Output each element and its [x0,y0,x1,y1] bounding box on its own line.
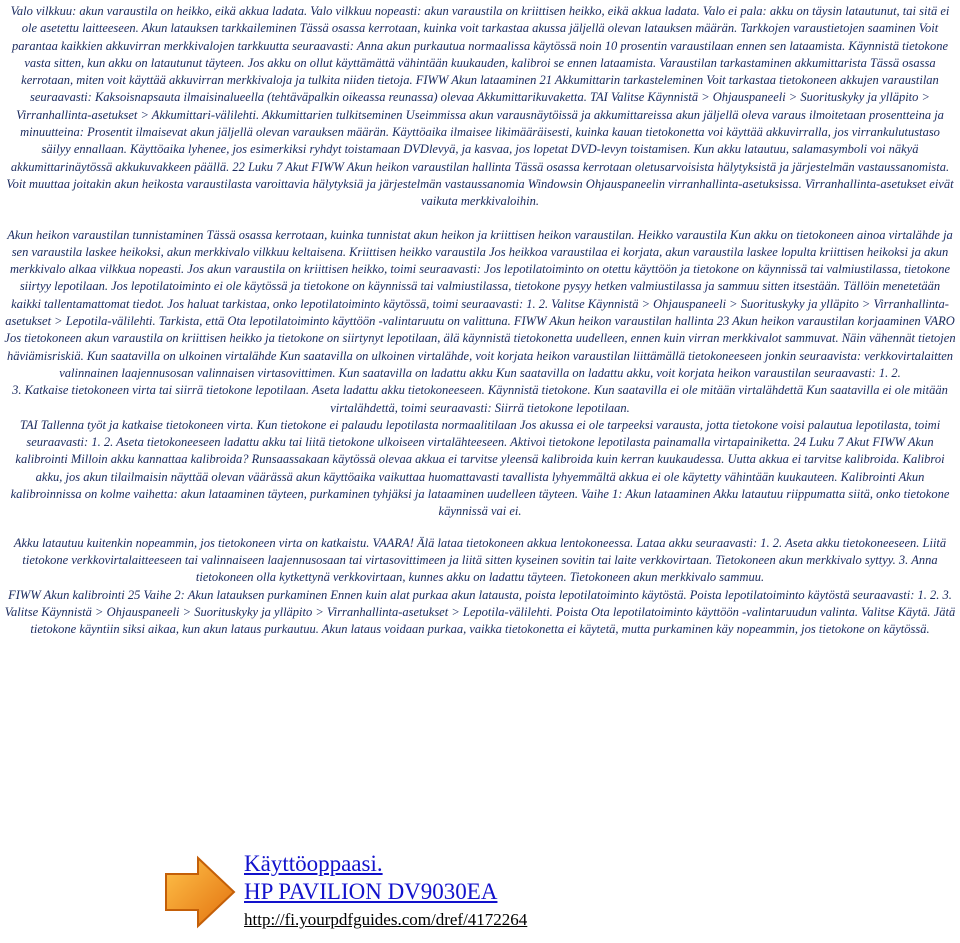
manual-link[interactable]: Käyttöoppaasi. [244,851,383,876]
paragraph: FIWW Akun kalibrointi 25 Vaihe 2: Akun latauksen purkaminen Ennen kuin alat purkaa akun latausta, poista lepotilatoiminto käytöstä. Poista lepotilatoiminto käytöstä seuraavasti: 1. 2. 3. Valitse Käynnistä > Ohjauspaneeli > Suorituskyky ja ylläpito > Virranhallinta-asetukset > Lepotila-välilehti. Poista Ota lepotilatoiminto käyttöön -valintaruudun valinta. Valitse Käytä. Jätä tietokone käyntiin siksi aikaa, kun akun lataus purkautuu. Akun lataus voidaan purkaa, vaikka tietokonetta ei käytetä, mutta purkaminen käy nopeammin, jos tietokone on käytössä. [4,587,956,637]
footer-links [244,850,527,932]
paragraph: TAI Tallenna työt ja katkaise tietokoneen virta. Kun tietokone ei palaudu lepotilasta normaalitilaan Jos akussa ei ole tarpeeksi varausta, jotta tietokone voisi palautua lepotilasta, toimi seuraavasti: 1. 2. Aseta tietokoneeseen ladattu akku tai liitä tietokone ulkoiseen virtalähteeseen. Aktivoi tietokone lepotilasta painamalla virtapainiketta. 24 Luku 7 Akut FIWW Akun kalibrointi Milloin akku kannattaa kalibroida? Runsaassakaan käytössä olevaa akkua ei tarvitse yleensä kalibroida kuin kerran kuukaudessa. Uutta akkua ei tarvitse kalibroida. Kalibroi akku, jos akun tilailmaisin näyttää olevan väärässä akun käyttöaika vaikuttaa huomattavasti tavallista lyhyemmältä akkua ei ole käytetty vähintään kuukauteen. Kalibrointi Akun kalibroinnissa on kolme vaihetta: akun lataaminen täyteen, purkaminen tyhjäksi ja lataaminen uudelleen täyteen. Vaihe 1: Akun lataaminen Akku latautuu riippumatta siitä, onko tietokone käynnissä vai ei. [10,417,950,519]
document-body [4,3,956,638]
paragraph: 3. Katkaise tietokoneen virta tai siirrä tietokone lepotilaan. Aseta ladattu akku tietokoneeseen. Käynnistä tietokone. Kun saatavilla ei ole mitään virtalähdettä Kun saatavilla ei ole mitään virtalähdettä, toimi seuraavasti: Siirrä tietokone lepotilaan. [12,383,948,415]
model-link[interactable]: HP PAVILION DV9030EA [244,879,498,904]
paragraph: Akun heikon varaustilan tunnistaminen Tässä osassa kerrotaan, kuinka tunnistat akun heikon ja kriittisen heikon varaustilan. Heikko varaustila Kun akku on tietokoneen ainoa virtalähde ja sen varaustila laskee heikoksi, akun merkkivalo vilkkuu keltaisena. Kriittisen heikko varaustila Jos heikkoa varaustilaa ei korjata, akun varaustila laskee lopulta kriittisen heikoksi ja akun merkkivalo alkaa vilkkua nopeasti. Jos akun varaustila on kriittisen heikko, toimi seuraavasti: Jos lepotilatoiminto on otettu käyttöön ja tietokone on käynnissä tai valmiustilassa, tietokone siirtyy lepotilaan. Jos lepotilatoiminto ei ole käytössä ja tietokone on käynnissä tai valmiustilassa, tietokone pysyy hetken valmiustilassa ja sammuu sitten itsestään. Tällöin menetetään kaikki tallentamattomat tiedot. Jos haluat tarkistaa, onko lepotilatoiminto käytössä, toimi seuraavasti: 1. 2. Valitse Käynnistä > Ohjauspaneeli > Suorituskyky ja ylläpito > Virranhallinta-asetukset > Lepotila-välilehti. Tarkista, että Ota lepotilatoiminto käyttöön -valintaruutu on valittuna. FIWW Akun heikon varaustilan hallinta 23 Akun heikon varaustilan korjaaminen VARO Jos tietokoneen akun varaustila on kriittisen heikko ja tietokone on siirtynyt lepotilaan, älä käynnistä tietokonetta uudelleen, ennen kuin virran merkkivalot sammuvat. Näin vähennät tietojen häviämisriskiä. Kun saatavilla on ulkoinen virtalähde Kun saatavilla on ulkoinen virtalähde, voit korjata heikon varaustilan liittämällä tietokoneeseen jonkin seuraavista: verkkovirtalaitten valinnainen laajennusosan valinnaisen virtasovittimen. Kun saatavilla on ladattu akku Kun saatavilla on ladattu akku, voit korjata heikon varaustilan seuraavasti: 1. 2. [4,227,956,380]
url-link[interactable]: http://fi.yourpdfguides.com/dref/4172264 [244,910,528,929]
footer-banner [160,848,720,940]
paragraph: Valo vilkkuu: akun varaustila on heikko, eikä akkua ladata. Valo vilkkuu nopeasti: akun varaustila on kriittisen heikko, eikä akkua ladata. Valo ei pala: akku on täysin latautunut, tai sitä ei ole asetettu laitteeseen. Akun latauksen tarkkaileminen Tässä osassa kerrotaan, kuinka voit tarkastaa akussa jäljellä olevan latauksen määrän. Tarkkojen varaustietojen saaminen Voit parantaa kaikkien akkuvirran merkkivalojen tarkkuutta seuraavasti: Anna akun purkautua normaalissa käytössä noin 10 prosentin varaustilaan ennen sen lataamista. Käynnistä tietokone vasta sitten, kun akku on latautunut täyteen. Jos akku on ollut käyttämättä vähintään kuukauden, kalibroi se ennen lataamista. Varaustilan tarkastaminen akkumittarista Tässä osassa kerrotaan, miten voit käyttää akkuvirran merkkivaloja ja tulkita niiden tietoja. FIWW Akun lataaminen 21 Akkumittarin tarkasteleminen Voit tarkastaa tietokoneen akkujen varaustilan seuraavasti: Kaksoisnapsauta ilmaisinalueella (tehtäväpalkin oikeassa reunassa) olevaa Akkumittarikuvaketta. TAI Valitse Käynnistä > Ohjauspaneeli > Suorituskyky ja ylläpito > Virranhallinta-asetukset > Akkumittari-välilehti. Akkumittarien tulkitseminen Useimmissa akun varausnäytöissä ja akkumittareissa akun jäljellä oleva varaus ilmoitetaan prosentteina ja minuutteina: Prosentit ilmaisevat akun jäljellä olevan varauksen määrän. Käyttöaika ilmaisee likimääräisesti, kuinka kauan tietokonetta voi käyttää akkuvirralla, jos virrankulutustaso säilyy ennallaan. Käyttöaika lyhenee, jos esimerkiksi ryhdyt toistamaan DVDlevyä, ja kasvaa, jos lopetat DVD-levyn toistamisen. Kun akku latautuu, salamasymboli voi näkyä akkumittarinäytössä akkukuvakkeen päällä. 22 Luku 7 Akut FIWW Akun heikon varaustilan hallinta Tässä osassa kerrotaan oletusarvoisista hälytyksistä ja järjestelmän vastaussanomista. Voit muuttaa joitakin akun heikosta varaustilasta varoittavia hälytyksiä ja järjestelmän vastaussanomia Windowsin Ohjauspaneelin virranhallinta-asetuksissa. Virranhallinta-asetukset eivät vaikuta merkkivaloihin. [6,4,954,209]
paragraph: Akku latautuu kuitenkin nopeammin, jos tietokoneen virta on katkaistu. VAARA! Älä lataa tietokoneen akkua lentokoneessa. Lataa akku seuraavasti: 1. 2. Aseta akku tietokoneeseen. Liitä tietokone verkkovirtalaitteeseen tai valinnaiseen laajennusosaan tai virtasovittimeen ja liitä sitten kyseinen sovitin tai laite verkkovirtaan. Tietokoneen akun merkkivalo syttyy. 3. Anna tietokoneen olla kytkettynä verkkovirtaan, kunnes akku on ladattu täyteen. Tietokoneen akun merkkivalo sammuu. [13,535,947,585]
orange-arrow-icon [160,852,238,932]
